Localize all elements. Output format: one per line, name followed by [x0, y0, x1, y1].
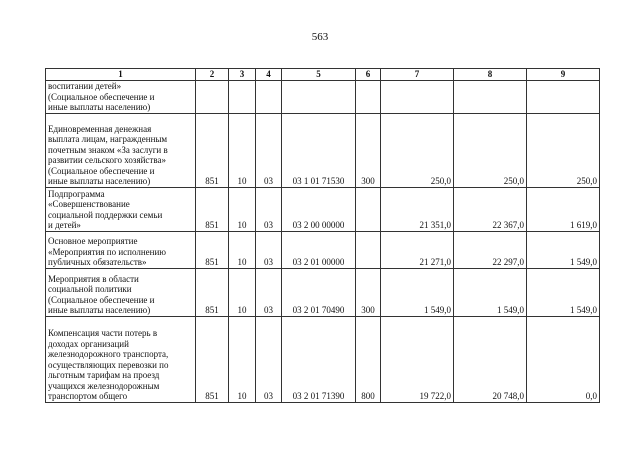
- section-cell: 10: [229, 231, 256, 268]
- name-line: и детей»: [48, 220, 81, 230]
- table-row: [46, 231, 600, 268]
- name-line: доходах организаций: [48, 338, 129, 349]
- name-line: учащихся железнодорожным: [48, 380, 160, 391]
- name-line: социальной поддержки семьи: [48, 209, 163, 220]
- subsection-cell: 03: [256, 187, 282, 231]
- name-line: выплата лицам, награжденным: [48, 134, 168, 144]
- target-article-cell: 03 2 01 70490: [282, 268, 356, 316]
- amount-cell: 250,0: [527, 113, 600, 187]
- target-article-cell: 03 1 01 71530: [282, 113, 356, 187]
- name-line: «Мероприятия по исполнению: [48, 246, 167, 257]
- row-name-cell: [46, 316, 196, 402]
- column-header: 5: [282, 69, 356, 81]
- table-row: [46, 316, 600, 402]
- column-header: 6: [356, 69, 381, 81]
- row-name-cell: [46, 187, 196, 231]
- column-header: 2: [196, 69, 229, 81]
- column-header: 1: [46, 69, 196, 81]
- subsection-cell: 03: [256, 113, 282, 187]
- expense-type-cell: [356, 231, 381, 268]
- name-line: воспитании детей»: [48, 81, 122, 91]
- name-line: (Социальное обеспечение и: [48, 91, 155, 102]
- expense-type-cell: [356, 81, 381, 114]
- amount-cell: 250,0: [381, 113, 454, 187]
- name-line: публичных обязательств»: [48, 257, 147, 267]
- row-name-cell: [46, 231, 196, 268]
- column-header: 3: [229, 69, 256, 81]
- amount-cell: 22 367,0: [454, 187, 527, 231]
- table-header-row: [46, 69, 600, 81]
- name-line: социальной политики: [48, 284, 132, 294]
- table-row: [46, 187, 600, 231]
- table-row: [46, 81, 600, 114]
- name-line: развитии сельского хозяйства»: [48, 155, 166, 165]
- name-line: транспортом общего: [48, 391, 128, 401]
- admin-code-cell: 851: [196, 268, 229, 316]
- amount-cell: [381, 81, 454, 114]
- budget-table: [45, 68, 600, 403]
- name-line: (Социальное обеспечение и: [48, 165, 155, 176]
- amount-cell: [527, 81, 600, 114]
- expense-type-cell: 300: [356, 113, 381, 187]
- amount-cell: 0,0: [527, 316, 600, 402]
- row-name-cell: [46, 268, 196, 316]
- name-line: льготным тарифам на проезд: [48, 370, 160, 380]
- amount-cell: 1 549,0: [454, 268, 527, 316]
- amount-cell: 22 297,0: [454, 231, 527, 268]
- name-line: Компенсация части потерь в: [48, 328, 158, 338]
- name-line: иные выплаты населению): [48, 102, 151, 112]
- column-header: 8: [454, 69, 527, 81]
- table-row: [46, 268, 600, 316]
- name-line: Мероприятия в области: [48, 273, 139, 284]
- subsection-cell: 03: [256, 231, 282, 268]
- row-name-cell: [46, 113, 196, 187]
- target-article-cell: 03 2 00 00000: [282, 187, 356, 231]
- amount-cell: [454, 81, 527, 114]
- expense-type-cell: [356, 187, 381, 231]
- admin-code-cell: 851: [196, 113, 229, 187]
- column-header: 7: [381, 69, 454, 81]
- target-article-cell: 03 2 01 71390: [282, 316, 356, 402]
- name-line: Подпрограмма: [48, 188, 105, 199]
- name-line: Единовременная денежная: [48, 123, 152, 134]
- admin-code-cell: 851: [196, 187, 229, 231]
- name-line: «Совершенствование: [48, 199, 130, 209]
- section-cell: 10: [229, 187, 256, 231]
- amount-cell: 1 549,0: [527, 231, 600, 268]
- section-cell: 10: [229, 268, 256, 316]
- admin-code-cell: [196, 81, 229, 114]
- page-number: 563: [311, 31, 329, 43]
- amount-cell: 21 351,0: [381, 187, 454, 231]
- amount-cell: 250,0: [454, 113, 527, 187]
- name-line: иные выплаты населению): [48, 176, 151, 186]
- name-line: (Социальное обеспечение и: [48, 294, 155, 305]
- admin-code-cell: 851: [196, 316, 229, 402]
- subsection-cell: 03: [256, 268, 282, 316]
- amount-cell: 19 722,0: [381, 316, 454, 402]
- admin-code-cell: 851: [196, 231, 229, 268]
- target-article-cell: 03 2 01 00000: [282, 231, 356, 268]
- name-line: иные выплаты населению): [48, 305, 151, 315]
- target-article-cell: [282, 81, 356, 114]
- column-header: 9: [527, 69, 600, 81]
- expense-type-cell: 800: [356, 316, 381, 402]
- name-line: осуществляющих перевозки по: [48, 359, 169, 370]
- section-cell: [229, 81, 256, 114]
- section-cell: 10: [229, 113, 256, 187]
- name-line: Основное мероприятие: [48, 236, 138, 246]
- column-header: 4: [256, 69, 282, 81]
- expense-type-cell: 300: [356, 268, 381, 316]
- name-line: железнодорожного транспорта,: [48, 349, 169, 359]
- table-row: [46, 113, 600, 187]
- amount-cell: 21 271,0: [381, 231, 454, 268]
- name-line: почетным знаком «За заслуги в: [48, 144, 168, 155]
- row-name-cell: [46, 81, 196, 114]
- amount-cell: 1 549,0: [381, 268, 454, 316]
- subsection-cell: 03: [256, 316, 282, 402]
- amount-cell: 20 748,0: [454, 316, 527, 402]
- section-cell: 10: [229, 316, 256, 402]
- amount-cell: 1 619,0: [527, 187, 600, 231]
- subsection-cell: [256, 81, 282, 114]
- amount-cell: 1 549,0: [527, 268, 600, 316]
